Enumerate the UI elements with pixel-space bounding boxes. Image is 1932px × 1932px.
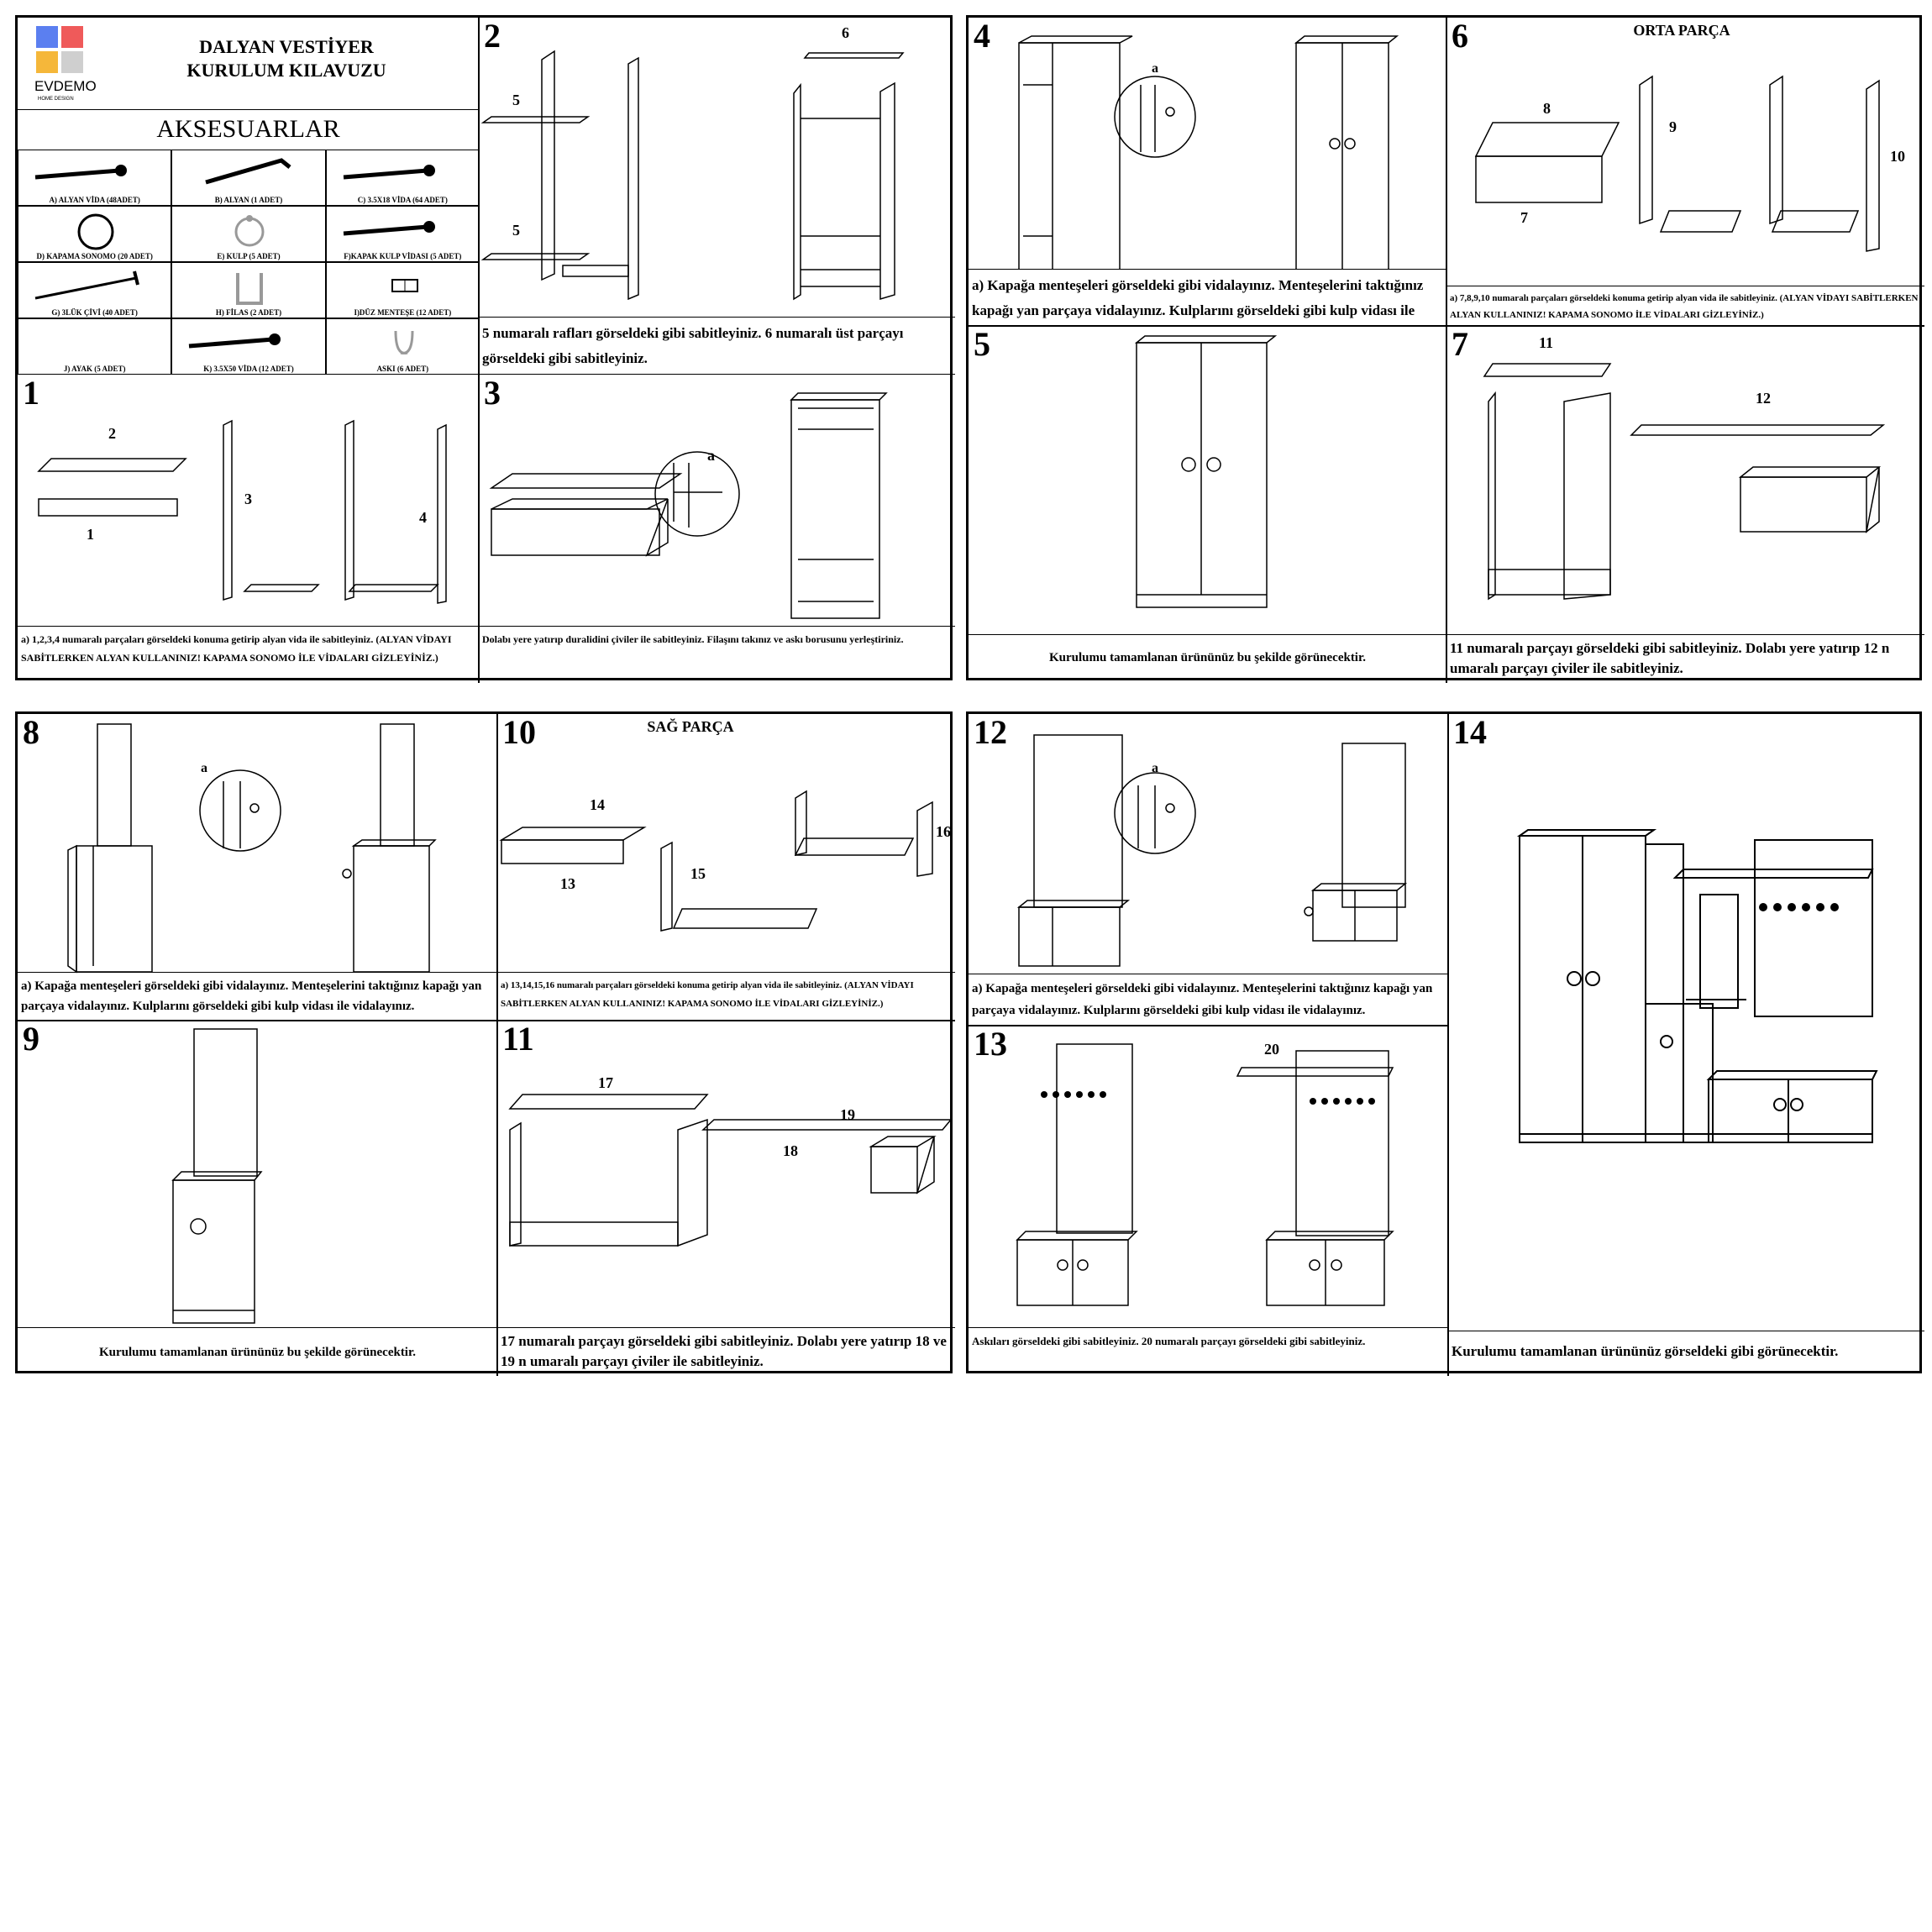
step-2-caption: 5 numaralı rafları görseldeki gibi sabitleyiniz. 6 numaralı üst parçayı görseldeki gibi sabitleyiniz.	[479, 317, 955, 374]
step-12-caption: a) Kapağa menteşeleri görseldeki gibi vidalayınız. Menteşelerini taktığınız kapağı yan parçaya vidalayınız. Kulplarını görseldeki gibi kulp vidası ile vidalayınız.	[969, 974, 1448, 1026]
part-label: 5	[512, 92, 520, 108]
accessory-item	[171, 150, 325, 206]
screw-icon	[327, 150, 480, 195]
allen-key-icon	[172, 150, 326, 195]
title-cell	[18, 18, 480, 110]
sheet-bottom-left	[15, 711, 953, 1373]
part-label: 16	[936, 823, 951, 840]
part-label: 9	[1669, 118, 1677, 135]
screw-icon	[327, 207, 480, 251]
coat-hooks-icon	[1041, 1091, 1375, 1105]
part-label: 5	[512, 222, 520, 239]
step-number: 12	[974, 714, 1007, 751]
part-label: 11	[1539, 334, 1554, 351]
accessory-label: H) FİLAS (2 ADET)	[215, 308, 282, 317]
part-label: 14	[590, 796, 605, 813]
step-number: 3	[484, 374, 501, 412]
detail-label: a	[1152, 761, 1158, 775]
step-5-illustration	[969, 326, 1447, 637]
accessories-title: AKSESUARLAR	[156, 115, 340, 143]
step-5-caption: Kurulumu tamamlanan ürününüz bu şekilde görünecektir.	[969, 634, 1446, 683]
step-3	[478, 374, 955, 683]
brand-name: EVDEMO	[34, 78, 97, 94]
manual-title-line2: KURULUM KILAVUZU	[186, 60, 386, 81]
step-number: 2	[484, 18, 501, 55]
accessory-item	[326, 318, 480, 375]
evdemo-logo-icon	[36, 26, 87, 76]
part-label: 4	[419, 509, 427, 526]
accessory-label: ASKI (6 ADET)	[376, 365, 429, 373]
step-13	[969, 1025, 1449, 1376]
step-9-illustration	[18, 1021, 498, 1331]
accessory-label: I)DÜZ MENTEŞE (12 ADET)	[354, 308, 452, 317]
step-6-caption: a) 7,8,9,10 numaralı parçaları görseldeki konuma getirip alyan vida ile sabitleyiniz. (ALYAN VİDAYI SABİTLERKEN ALYAN KULLANINIZ! KAPAMA SONOMO İLE VİDALARI GİZLEYİNİZ.)	[1446, 286, 1924, 326]
part-label: 2	[108, 425, 116, 442]
step-14	[1447, 714, 1924, 1376]
step-number: 9	[23, 1020, 39, 1058]
part-label: 6	[842, 24, 849, 41]
step-10	[496, 714, 955, 1021]
part-label: 13	[560, 875, 575, 892]
step-number: 5	[974, 325, 990, 363]
step-number: 11	[502, 1020, 534, 1058]
accessory-item	[326, 262, 480, 318]
accessory-item	[18, 262, 171, 318]
accessory-item	[171, 262, 325, 318]
step-1-caption: a) 1,2,3,4 numaralı parçaları görseldeki konuma getirip alyan vida ile sabitleyiniz. (ALYAN VİDAYI SABİTLERKEN ALYAN KULLANINIZ! KAPAMA SONOMO İLE VİDALARI GİZLEYİNİZ.)	[18, 626, 479, 683]
step-3-caption: Dolabı yere yatırıp duralidini çiviler ile sabitleyiniz. Filaşını takınız ve askı borusunu yerleştiriniz.	[479, 626, 955, 683]
accessory-item	[326, 206, 480, 262]
accessory-item	[171, 318, 325, 375]
step-10-illustration	[497, 714, 955, 974]
detail-label: a	[1152, 61, 1158, 76]
part-label: 1	[87, 526, 94, 543]
accessory-label: D) KAPAMA SONOMO (20 ADET)	[36, 252, 153, 260]
accessories-grid	[18, 150, 480, 375]
part-label: 20	[1264, 1041, 1279, 1058]
step-12-illustration	[969, 714, 1449, 979]
step-13-illustration	[969, 1026, 1449, 1328]
screw-icon	[172, 319, 326, 364]
part-label: 15	[690, 865, 706, 882]
step-number: 4	[974, 18, 990, 55]
coat-hooks-icon	[1759, 903, 1839, 911]
step-14-caption: Kurulumu tamamlanan ürününüz görseldeki gibi görünecektir.	[1448, 1331, 1924, 1376]
part-label: 10	[1890, 148, 1905, 165]
hook-icon	[327, 319, 480, 364]
part-label: 8	[1543, 100, 1551, 117]
accessory-label: B) ALYAN (1 ADET)	[214, 196, 283, 204]
accessory-label: E) KULP (5 ADET)	[217, 252, 281, 260]
step-8-illustration	[18, 714, 498, 974]
accessory-label: C) 3.5X18 VİDA (64 ADET)	[357, 196, 448, 204]
step-number: 8	[23, 714, 39, 751]
part-label: 19	[840, 1106, 855, 1123]
detail-label: a	[707, 447, 715, 464]
accessory-label: J) AYAK (5 ADET)	[63, 365, 126, 373]
screw-icon	[18, 150, 172, 195]
step-14-illustration	[1448, 714, 1924, 1319]
part-label: 3	[244, 491, 252, 507]
step-6	[1446, 18, 1924, 327]
accessory-item	[18, 206, 171, 262]
cover-cap-icon	[18, 207, 172, 251]
step-9	[18, 1020, 498, 1376]
step-11	[496, 1020, 955, 1376]
step-2	[478, 18, 955, 375]
manual-title-line1: DALYAN VESTİYER	[199, 36, 374, 57]
accessory-item	[18, 318, 171, 375]
blank	[18, 319, 172, 364]
sheet-bottom-right	[966, 711, 1922, 1373]
step-number: 6	[1452, 18, 1468, 55]
accessory-label: F)KAPAK KULP VİDASI (5 ADET)	[344, 252, 462, 260]
brand-subtitle: HOME DESIGN	[38, 97, 74, 102]
step-number: 13	[974, 1025, 1007, 1063]
step-8	[18, 714, 498, 1021]
step-1	[18, 374, 480, 683]
sheet-top-right	[966, 15, 1922, 680]
step-8-caption: a) Kapağa menteşeleri görseldeki gibi vidalayınız. Menteşelerini taktığınız kapağı yan parçaya vidalayınız. Kulplarını görseldeki gibi kulp vidası ile vidalayınız.	[18, 972, 497, 1021]
nail-icon	[18, 263, 172, 307]
step-number: 7	[1452, 325, 1468, 363]
step-5	[969, 325, 1447, 683]
accessories-title-cell	[18, 108, 480, 150]
step-7-illustration	[1446, 326, 1924, 637]
accessory-item	[171, 206, 325, 262]
part-label: 18	[783, 1142, 798, 1159]
step-4-caption: a) Kapağa menteşeleri görseldeki gibi vidalayınız. Menteşelerini taktığınız kapağı yan parçaya vidalayınız. Kulplarını görseldeki gibi kulp vidası ile	[969, 269, 1446, 326]
step-number: 1	[23, 374, 39, 412]
step-7-caption: 11 numaralı parçayı görseldeki gibi sabitleyiniz. Dolabı yere yatırıp 12 n umaralı parçayı çiviler ile sabitleyiniz.	[1446, 634, 1924, 683]
hinge-icon	[327, 263, 480, 307]
step-4-illustration	[969, 18, 1447, 270]
part-label: 7	[1520, 209, 1528, 226]
detail-label: a	[201, 761, 207, 775]
step-12	[969, 714, 1449, 1026]
accessory-item	[326, 150, 480, 206]
sheet-top-left	[15, 15, 953, 680]
step-10-caption: a) 13,14,15,16 numaralı parçaları görseldeki konuma getirip alyan vida ile sabitleyiniz. (ALYAN VİDAYI SABİTLERKEN ALYAN KULLANINIZ! KAPAMA SONOMO İLE VİDALARI GİZLEYİNİZ.)	[497, 972, 955, 1021]
accessory-item	[18, 150, 171, 206]
accessory-label: A) ALYAN VİDA (48ADET)	[49, 196, 140, 204]
step-number: 10	[502, 714, 536, 751]
bracket-icon	[172, 263, 326, 307]
step-9-caption: Kurulumu tamamlanan ürününüz bu şekilde görünecektir.	[18, 1327, 497, 1376]
section-heading: SAĞ PARÇA	[647, 718, 734, 735]
step-11-caption: 17 numaralı parçayı görseldeki gibi sabitleyiniz. Dolabı yere yatırıp 18 ve 19 n umaralı parçayı çiviler ile sabitleyiniz.	[497, 1327, 955, 1376]
step-number: 14	[1453, 714, 1487, 751]
step-3-illustration	[479, 375, 955, 627]
step-13-caption: Askıları görseldeki gibi sabitleyiniz. 20 numaralı parçayı görseldeki gibi sabitleyiniz.	[969, 1327, 1448, 1376]
step-4	[969, 18, 1447, 327]
part-label: 17	[598, 1074, 613, 1091]
step-6-illustration	[1446, 18, 1924, 270]
step-11-illustration	[497, 1021, 955, 1331]
accessory-label: K) 3.5X50 VİDA (12 ADET)	[203, 365, 294, 373]
step-2-illustration	[479, 18, 955, 320]
part-label: 12	[1756, 390, 1771, 407]
ring-handle-icon	[172, 207, 326, 251]
step-7	[1446, 325, 1924, 683]
accessory-label: G) 3LÜK ÇİVİ (40 ADET)	[51, 308, 138, 317]
section-heading: ORTA PARÇA	[1633, 22, 1730, 39]
